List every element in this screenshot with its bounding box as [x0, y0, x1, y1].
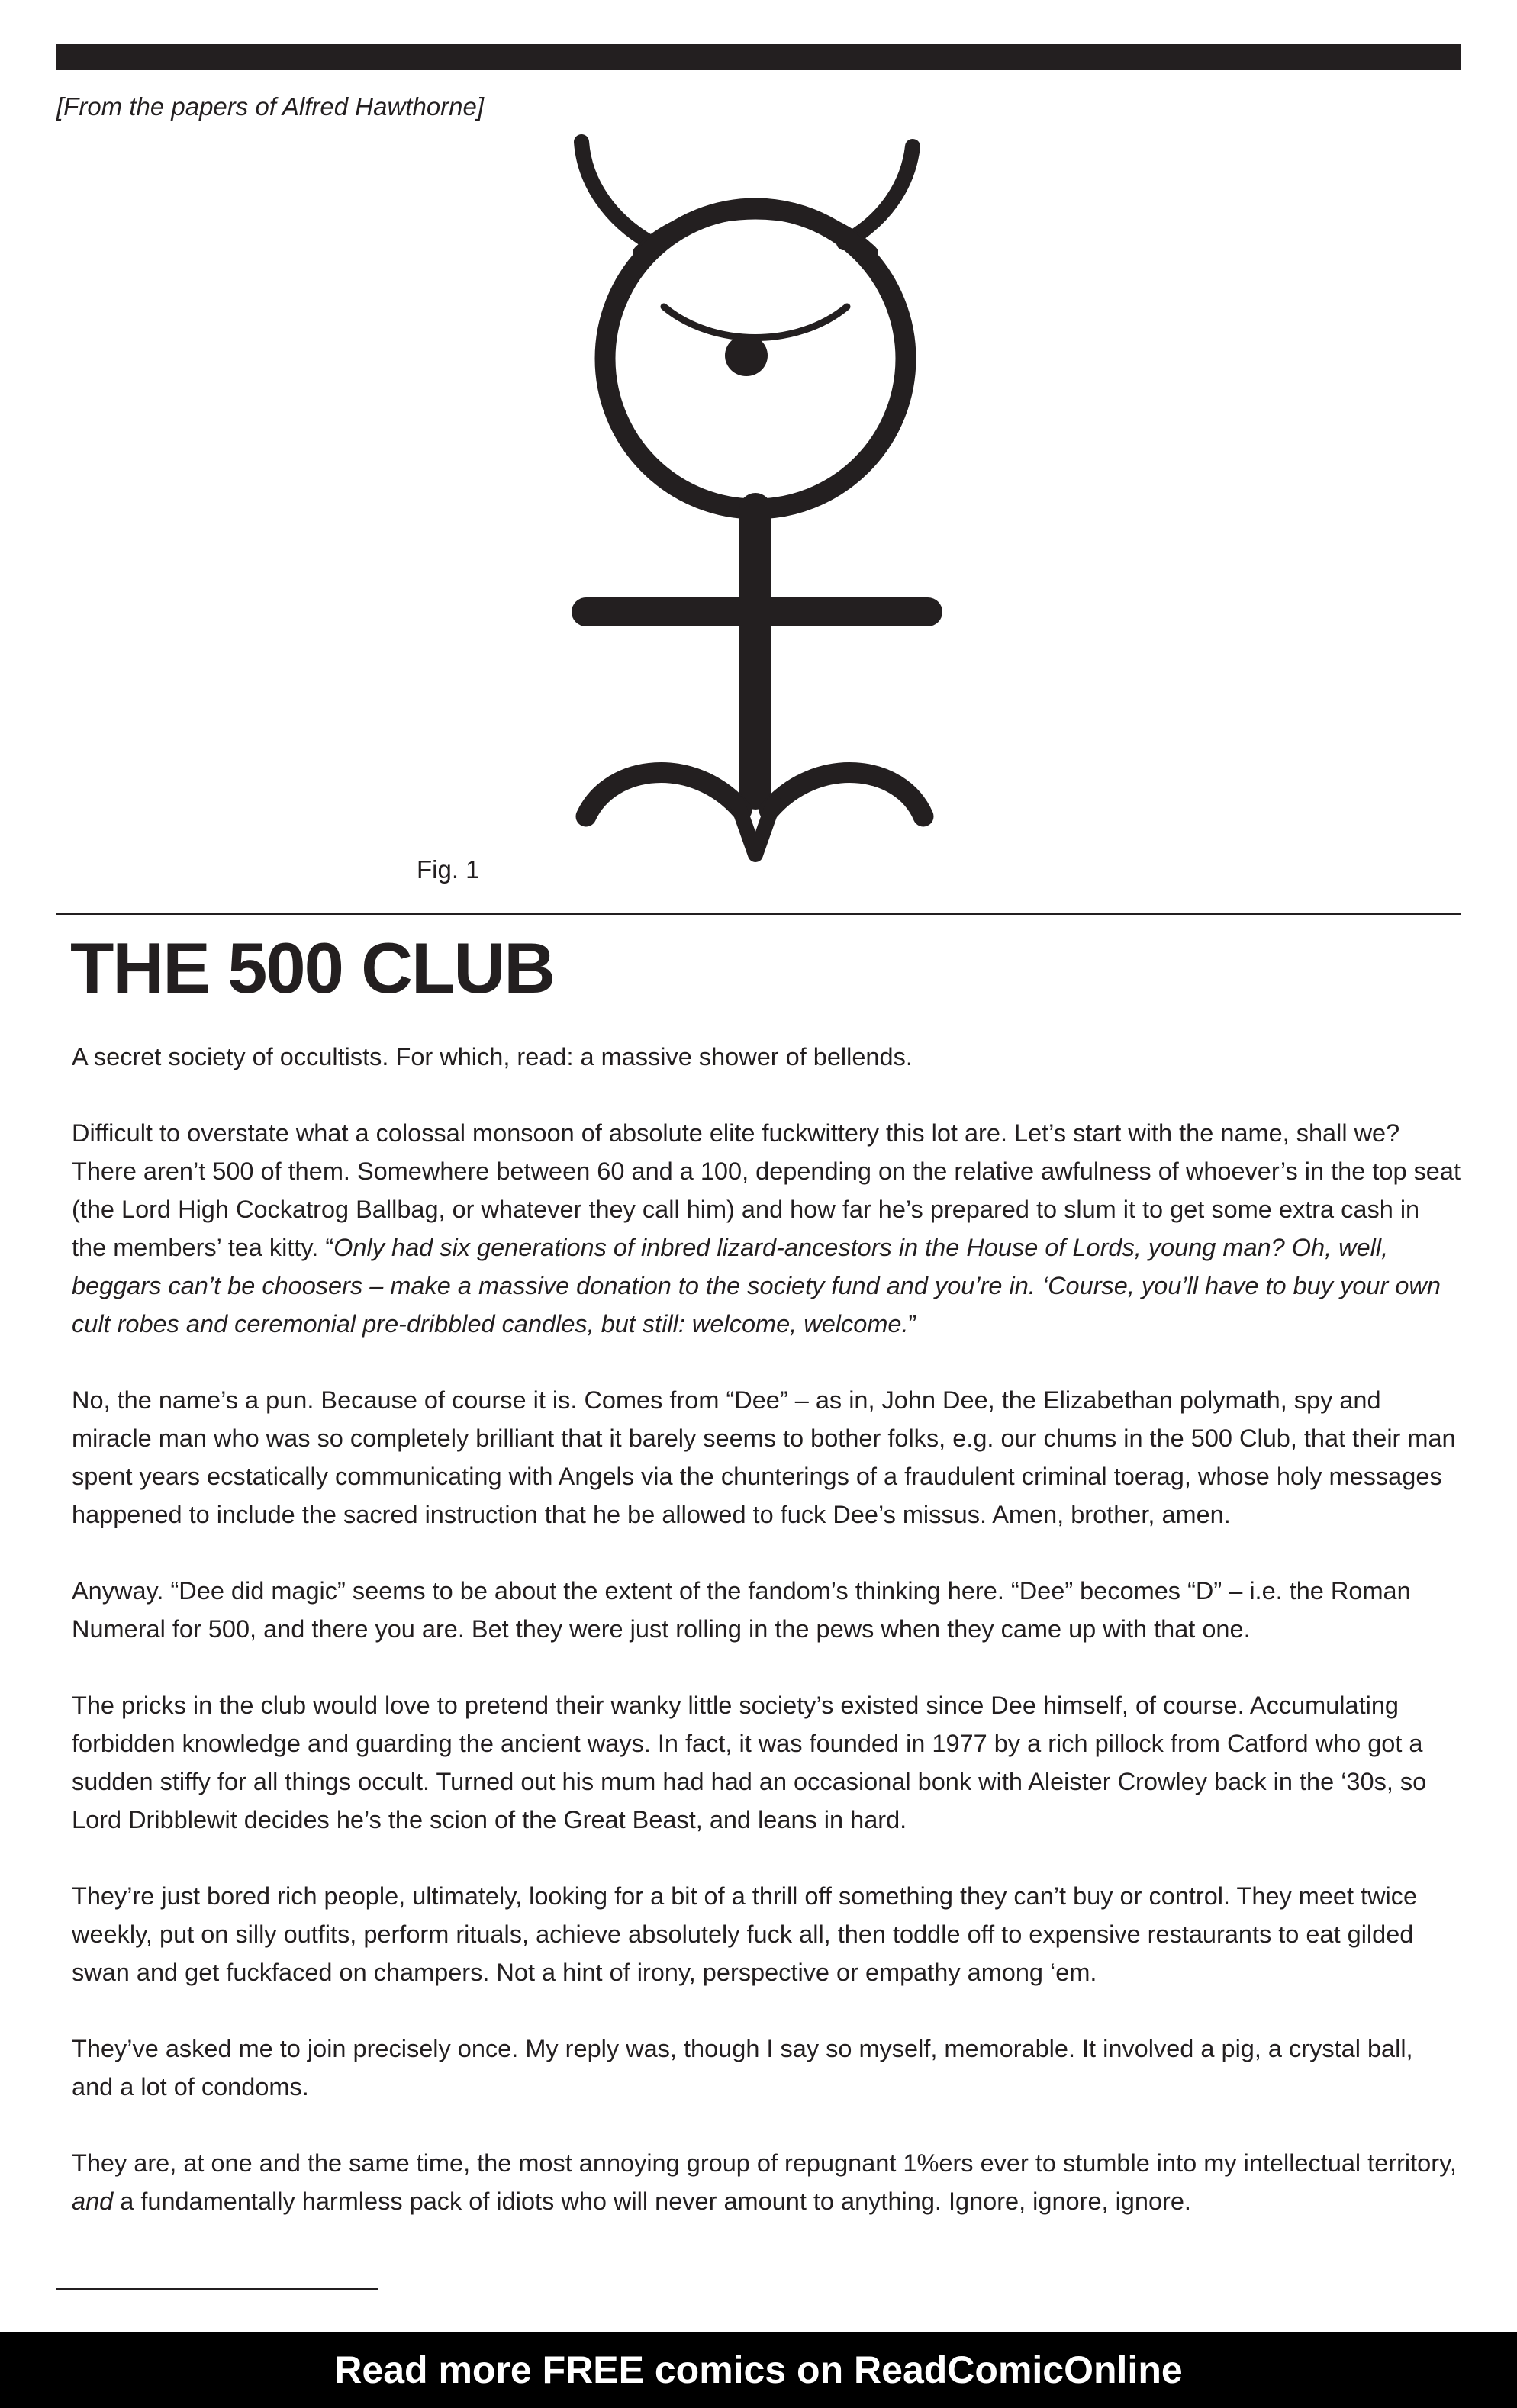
promo-banner[interactable] — [0, 2332, 1517, 2408]
article-body — [72, 1038, 1461, 2258]
paragraph-text: They’ve asked me to join precisely once. My reply was, though I say so myself, memorable. It involved a pig, a crystal ball, and a lot of condoms. — [72, 2035, 1413, 2101]
paragraph-text: No, the name’s a pun. Because of course it is. Comes from “Dee” – as in, John Dee, the Elizabethan polymath, spy and miracle man who was so completely brilliant that it barely seems to bother folks, e.g. our chums in the 500 Club, that their man spent years ecstatically communicating with Angels via the chunterings of a fraudulent criminal toerag, whose holy messages happened to include the sacred instruction that he be allowed to fuck Dee’s missus. Amen, brother, amen. — [72, 1386, 1456, 1528]
paragraph — [72, 1877, 1461, 1991]
source-note: [From the papers of Alfred Hawthorne] — [56, 92, 485, 121]
paragraph-text: Difficult to overstate what a colossal monsoon of absolute elite fuckwittery this lot are. Let’s start with the name, shall we? There aren’t 500 of them. Somewhere between 60 and a 100, depending on the relative awfulness of whoever’s in the top seat (the Lord High Cockatrog Ballbag, or whatever they call him) and how far he’s prepared to slum it to get some extra cash in the members’ tea kitty. “ — [72, 1119, 1461, 1261]
section-divider — [56, 913, 1461, 915]
promo-banner-text[interactable]: Read more FREE comics on ReadComicOnline — [334, 2348, 1183, 2391]
paragraph-emphasis: and — [72, 2187, 114, 2215]
footnote-divider — [56, 2288, 378, 2290]
paragraph — [72, 2030, 1461, 2106]
paragraph-text: A secret society of occultists. For which, read: a massive shower of bellends. — [72, 1043, 913, 1070]
paragraph-text-end: a fundamentally harmless pack of idiots who will never amount to anything. Ignore, ignore, ignore. — [113, 2187, 1191, 2215]
paragraph — [72, 1114, 1461, 1343]
paragraph — [72, 2144, 1461, 2220]
paragraph-text: Anyway. “Dee did magic” seems to be about the extent of the fandom’s thinking here. “Dee” becomes “D” – i.e. the Roman Numeral for 500, and there you are. Bet they were just rolling in the pews when they came up with that one. — [72, 1577, 1411, 1643]
paragraph-text: The pricks in the club would love to pretend their wanky little society’s existed since Dee himself, of course. Accumulating forbidden knowledge and guarding the ancient ways. In fact, it was founded in 1977 by a rich pillock from Catford who got a sudden stiffy for all things occult. Turned out his mum had had an occasional bonk with Aleister Crowley back in the ‘30s, so Lord Dribblewit decides he’s the scion of the Great Beast, and leans in hard. — [72, 1692, 1427, 1833]
paragraph — [72, 1572, 1461, 1648]
header-bar — [56, 44, 1461, 70]
paragraph — [72, 1381, 1461, 1534]
figure-caption: Fig. 1 — [417, 855, 480, 884]
paragraph-quote: Only had six generations of inbred lizard-ancestors in the House of Lords, young man? Oh, well, beggars can’t be choosers – make a massive donation to the society fund and you’re in. ‘Course, you’ll have to buy your own cult robes and ceremonial pre-dribbled candles, but still: welcome, welcome. — [72, 1234, 1441, 1338]
article-title: THE 500 CLUB — [70, 928, 555, 1008]
paragraph — [72, 1686, 1461, 1839]
occult-sigil-icon — [565, 130, 946, 870]
paragraph-text-end: ” — [908, 1310, 917, 1338]
paragraph-text: They’re just bored rich people, ultimately, looking for a bit of a thrill off something they can’t buy or control. They meet twice weekly, put on silly outfits, perform rituals, achieve absolutely fuck all, then toddle off to expensive restaurants to eat gilded swan and get fuckfaced on champers. Not a hint of irony, perspective or empathy among ‘em. — [72, 1882, 1418, 1986]
paragraph — [72, 1038, 1461, 1076]
paragraph-text: They are, at one and the same time, the most annoying group of repugnant 1%ers ever to stumble into my intellectual territory, — [72, 2149, 1457, 2177]
